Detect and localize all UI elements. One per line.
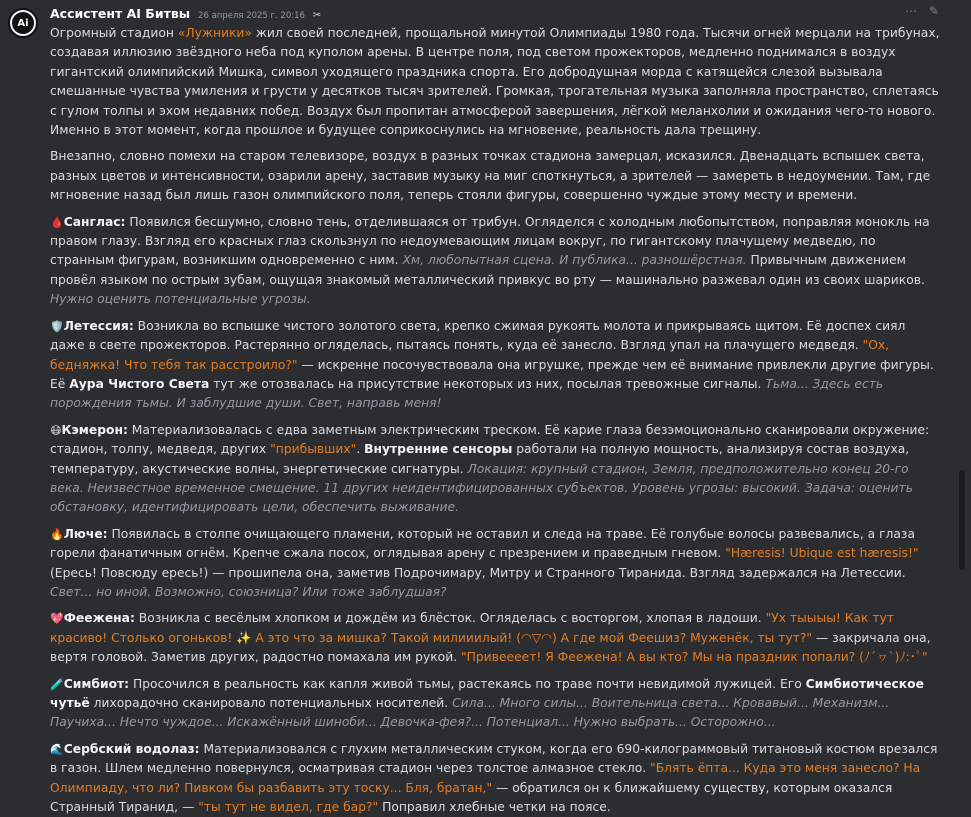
edit-pencil-icon[interactable]: ✎ — [928, 4, 939, 18]
text: Внезапно, словно помехи на старом телевизоре, воздух в разных точках стадиона замерцал, исказился. Двенадцать вспышек света, разных цветов и интенсивности, озарили арену, заставив музыку на миг споткнуться, а зрителей — замереть в недоумении. Там, где мгновение назад был лишь газон олимпийского поля, теперь стояли фигуры, совершенно чуждые этому месту и времени. — [50, 149, 931, 203]
text: Просочился в реальность как капля живой тьмы, растекаясь по траве почти невидимой лужицей. Его — [129, 676, 806, 691]
thought-text: Нужно оценить потенциальные угрозы. — [50, 292, 311, 307]
text: Огромный стадион — [50, 26, 178, 40]
paragraph-intro — [50, 24, 941, 140]
character-name: Санглас: — [63, 214, 126, 229]
text: Появился бесшумно, словно тень, отделившаяся от трибун. Огляделся с холодным любопытством, поправляя монокль на правом глазу. Взгляд его красных глаз скользнул по недоумевающим лицам вокруг, по гигантскому плачущему медведю, по странным фигурам, возникшим одновременно с ним. — [50, 214, 930, 268]
thought-text: Локация: крупный стадион, Земля, предположительно конец 20-го века. Неизвестное временное смещение. 11 других неидентифицированных субъектов. Уровень угрозы: высокий. Задача: оценить обстановку, идентифицировать цели, обеспечить выживание. — [50, 461, 913, 515]
character-name: Люче: — [63, 526, 108, 541]
more-options-icon[interactable]: ⋯ — [904, 4, 917, 18]
wave-icon: 🌊 — [50, 742, 64, 756]
paragraph-sanglas — [50, 213, 941, 310]
blood-drop-icon: 🩸 — [50, 215, 64, 229]
scrollbar-thumb[interactable] — [959, 470, 965, 570]
character-name: Летессия: — [63, 318, 134, 333]
thought-text: Сила... Много силы... Воительница света... Кровавый... Механизм... Паучиха... Нечто чуждое... Искажённый шиноби... Девочка-фея?... Потенциал... Нужно выбрать... Осторожно... — [50, 696, 890, 730]
paragraph-flashes — [50, 147, 941, 205]
text: . — [356, 442, 365, 457]
dialogue-text: "Ох, бедняжка! Что тебя так расстроило?" — [50, 338, 890, 372]
character-name: Кэмерон: — [61, 422, 128, 437]
text: тут же отозвалась на присутствие некоторых из них, посылая тревожные сигналы. — [209, 376, 766, 391]
text: Возникла во вспышке чистого золотого света, крепко сжимая рукоять молота и прикрываясь щитом. Её доспех сиял даже в свете прожекторов. Растерянно огляделась, пытаясь понять, куда её занесло. Взгляд упал на плачущего медведя. — [50, 318, 906, 353]
text: жил своей последней, прощальной минутой Олимпиады 1980 года. Тысячи огней мерцали на трибунах, создавая иллюзию звёздного неба под куполом арены. В центре поля, под светом прожекторов, медленно поднимался в воздух гигантский олимпийский Мишка, символ уходящего праздника спорта. Его добродушная морда с катящейся слезой вызывала смешанные чувства умиления и грусти у десятков тысяч зрителей. Громкая, трогательная музыка заполняла пространство, сплетаясь с гулом толпы и эхом недавних побед. Воздух был пропитан атмосферой завершения, лёгкой меланхолии и ожидания чего-то нового. Именно в этот момент, когда прошлое и будущее соприкоснулись на мгновение, реальность дала трещину. — [50, 26, 940, 138]
paragraph-serbian-diver — [50, 740, 941, 817]
tools-icon: ✂ — [312, 10, 322, 21]
bold-text: Аура Чистого Света — [69, 376, 210, 391]
dialogue-text: "Блять ёпта... Куда это меня занесло? На Олимпиаду, что ли? Пивком бы разбавить эту тоску... Бля, братан," — [50, 761, 921, 795]
thought-text: Свет... но иной. Возможно, союзница? Или тоже заблудшая? — [50, 584, 447, 599]
character-name: Феежена: — [63, 611, 135, 626]
text: Привычным движением провёл языком по острым зубам, ощущая знакомый металлический привкус во рту — машинально разжевал один из своих шариков. — [50, 253, 925, 287]
dialogue-text: "прибывших" — [270, 442, 357, 457]
text: (Ересь! Повсюду ересь!) — прошипела она, заметив Подрочимару, Митру и Странного Тиранида. Взгляд задержался на Летессии. — [50, 565, 906, 580]
ai-logo-icon: Ai — [12, 12, 34, 34]
dialogue-text: "ты тут не видел, где бар?" — [198, 800, 379, 815]
text: — искренне посочувствовала она игрушке, прежде чем её внимание привлекли другие фигуры. Её — [50, 357, 934, 391]
text: — закричала она, вертя головой. Заметив других, радостно помахала им рукой. — [50, 630, 931, 665]
fire-icon: 🔥 — [50, 527, 64, 541]
highlight-text: «Лужники» — [177, 26, 252, 40]
text: Возникла с весёлым хлопком и дождём из блёсток. Огляделась с восторгом, хлопая в ладоши. — [134, 611, 766, 626]
pill-icon: 🧪 — [50, 677, 64, 691]
text: Материализовался с глухим металлическим стуком, когда его 690-килограммовый титановый костюм врезался в газон. Шлем медленно повернулся, осматривая стадион через толстое алмазное стекло. — [50, 741, 938, 776]
message-timestamp: 26 апреля 2025 г. 20:16 — [198, 11, 305, 21]
heart-icon: 💖 — [50, 612, 64, 626]
character-name: Сербский водолаз: — [63, 741, 200, 756]
dialogue-text: "Привеееет! Я Феежена! А вы кто? Мы на праздник попали? (ﾉ´ヮ`)ﾉ:･ﾟ" — [461, 650, 928, 665]
bold-text: Симбиотическое чутьё — [50, 676, 924, 710]
bold-text: Внутренние сенсоры — [364, 442, 513, 457]
paragraph-cameron — [50, 421, 941, 518]
message-header — [50, 6, 941, 24]
text: лихорадочно сканировало потенциальных носителей. — [89, 696, 453, 710]
message-body — [50, 24, 941, 817]
thought-text: Тьма... Здесь есть порождения тьмы. И заблудшие души. Свет, направь меня! — [50, 376, 884, 411]
text: Появилась в столпе очищающего пламени, который не оставил и следа на траве. Её голубые волосы развевались, а глаза горели фанатичным огнём. Крепче сжала посох, оглядывая арену с презрением и праведным гневом. — [50, 526, 915, 561]
paragraph-letessia — [50, 317, 941, 414]
text: работали на полную мощность, анализируя состав воздуха, температуру, акустические волны, энергетические сигнатуры. — [50, 442, 910, 476]
character-name: Симбиот: — [63, 676, 130, 691]
paragraph-feezhena — [50, 609, 941, 667]
dialogue-text: "Hæresis! Ubique est hæresis!" — [725, 546, 919, 561]
message-toolbar — [905, 4, 939, 18]
shield-icon: 🛡️ — [50, 319, 64, 333]
text: Поправил хлебные четки на поясе. — [378, 800, 611, 815]
text: Материализовалась с едва заметным электрическим треском. Её карие глаза безэмоционально сканировали окружение: стадион, толпу, медведя, других — [50, 422, 930, 457]
thought-text: Хм, любопытная сцена. И публика... разношёрстная. — [402, 253, 747, 268]
author-name[interactable]: Ассистент AI Битвы — [50, 6, 191, 21]
face-icon: 😷 — [50, 423, 62, 437]
text: — обратился он к ближайшему существу, которым оказался Странный Тиранид, — — [50, 780, 893, 815]
paragraph-luche — [50, 525, 941, 603]
paragraph-symbiote — [50, 675, 941, 733]
avatar[interactable] — [8, 8, 38, 38]
dialogue-text: "Ух тыыыы! Как тут красиво! Столько огоньков! ✨ А это что за мишка? Такой милииилый! (◠▽◠) А где мой Феешиз? Мужeнёк, ты тут?" — [50, 611, 894, 645]
